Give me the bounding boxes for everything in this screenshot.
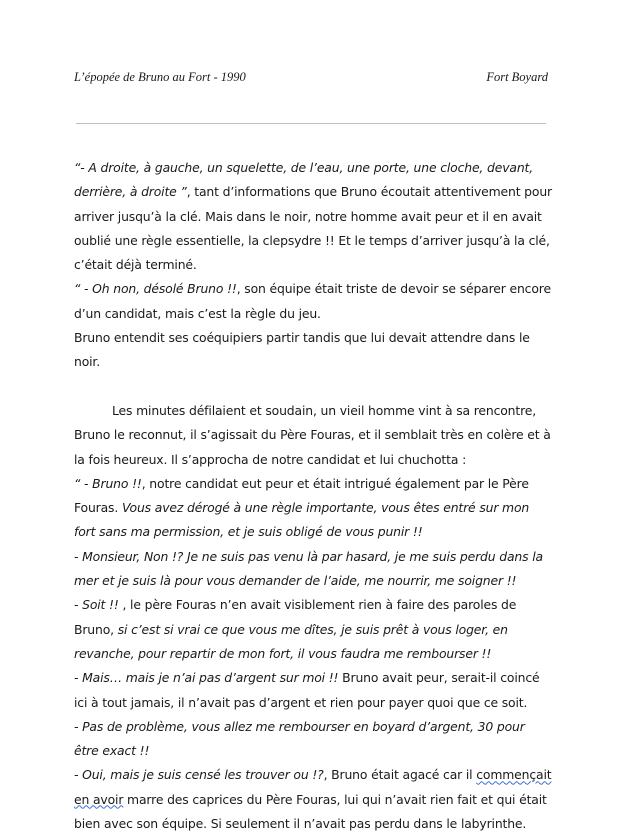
paragraph bbox=[74, 326, 552, 375]
dialogue-text: - Mais… mais je n’ai pas d’argent sur moi !! bbox=[74, 670, 339, 686]
narration-text: , le père Fouras n’en avait visiblement rien à faire des paroles de Bruno, bbox=[74, 597, 517, 637]
narration-text: Bruno entendit ses coéquipiers partir tandis que lui devait attendre dans le noir. bbox=[74, 330, 530, 370]
dialogue-text: - Soit !! bbox=[74, 597, 119, 613]
dialogue-text: “ - Oh non, désolé Bruno !! bbox=[74, 281, 237, 297]
dialogue-text: “- A droite, à gauche, un squelette, de l’eau, une porte, une cloche, devant, derrière, à droite ” bbox=[74, 160, 534, 200]
narration-text: , notre candidat eut peur et était intrigué également par le Père Fouras. bbox=[74, 475, 529, 516]
page-header bbox=[74, 70, 548, 85]
narration-text: , tant d’informations que Bruno écoutait attentivement pour arriver jusqu’à la clé. Mais dans le noir, notre homme avait peur et il en avait oublié une règle essentielle, la clepsydre !! Et le temps d’arriver jusqu’à la clé, c’était déjà terminé. bbox=[74, 184, 552, 273]
dialogue-text: - Oui, mais je suis censé les trouver ou !? bbox=[74, 767, 324, 783]
dialogue-text: - Pas de problème, vous allez me rembourser en boyard d’argent, 30 pour être exact !! bbox=[74, 718, 525, 759]
paragraph bbox=[74, 399, 552, 472]
document-body bbox=[74, 156, 552, 836]
paragraph bbox=[74, 277, 552, 326]
dialogue-text: - Monsieur, Non !? Je ne suis pas venu là par hasard, je me suis perdu dans la mer et je suis là pour vous demander de l’aide, me nourrir, me soigner !! bbox=[74, 548, 543, 589]
spellcheck-flagged-text: commençait en avoir bbox=[74, 767, 552, 807]
narration-text: Les minutes défilaient et soudain, un vieil homme vint à sa rencontre, Bruno le reconnut, il s’agissait du Père Fouras, et il semblait très en colère et à la fois heureux. Il s’approcha de notre candidat et lui chuchotta : bbox=[74, 402, 551, 467]
dialogue-text: Vous avez dérogé à une règle importante, vous êtes entré sur mon fort sans ma permission, et je suis obligé de vous punir !! bbox=[74, 500, 530, 540]
narration-text: Bruno avait peur, serait-il coincé ici à tout jamais, il n’avait pas d’argent et rien pour payer quoi que ce soit. bbox=[74, 670, 540, 710]
paragraph bbox=[74, 763, 552, 836]
header-title: L’épopée de Bruno au Fort - 1990 bbox=[74, 70, 246, 84]
dialogue-text: “ - Bruno !! bbox=[74, 475, 142, 491]
paragraph bbox=[74, 593, 552, 666]
paragraph bbox=[74, 715, 552, 764]
narration-text: , Bruno était agacé car il bbox=[323, 767, 477, 783]
paragraph bbox=[74, 545, 552, 594]
narration-text: , son équipe était triste de devoir se séparer encore d’un candidat, mais c’est la règle du jeu. bbox=[74, 281, 551, 321]
paragraph bbox=[74, 156, 552, 277]
header-series: Fort Boyard bbox=[486, 70, 548, 84]
narration-text: marre des caprices du Père Fouras, lui qui n’avait rien fait et qui était bien avec son équipe. Si seulement il n’avait pas perdu dans le labyrinthe. bbox=[74, 791, 547, 832]
header-divider bbox=[76, 123, 546, 124]
paragraph bbox=[74, 666, 552, 715]
paragraph bbox=[74, 472, 552, 545]
paragraph-spacer bbox=[74, 375, 552, 399]
dialogue-text: si c’est si vrai ce que vous me dîtes, je suis prêt à vous loger, en revanche, pour repartir de mon fort, il vous faudra me rembourser !! bbox=[74, 621, 508, 661]
